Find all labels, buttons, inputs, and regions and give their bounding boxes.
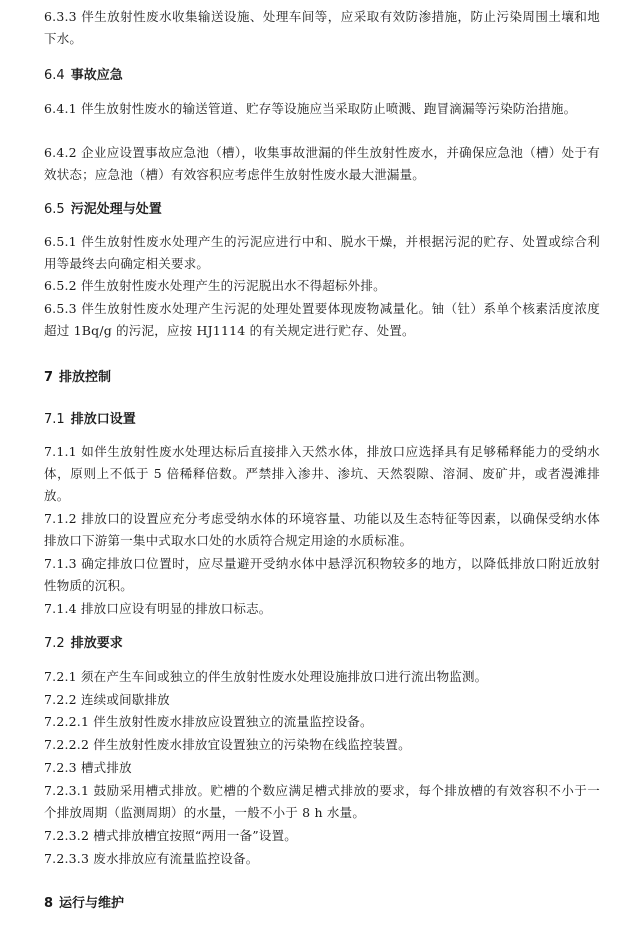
clause-7-1-1: 7.1.1 如伴生放射性废水处理达标后直接排入天然水体，排放口应选择具有足够稀释能力的受纳水体，原则上不低于 5 倍稀释倍数。严禁排入渗井、渗坑、天然裂隙、溶洞、废矿井，或者漫滩排放。 (44, 444, 600, 503)
section-7-2-heading (44, 634, 600, 654)
section-number: 6.4 (44, 68, 65, 83)
section-title: 排放口设置 (70, 412, 136, 427)
section-title: 事故应急 (70, 68, 123, 83)
clause-7-1-3: 7.1.3 确定排放口位置时，应尽量避开受纳水体中悬浮沉积物较多的地方，以降低排放口附近放射性物质的沉积。 (44, 556, 600, 593)
chapter-title: 排放控制 (59, 370, 112, 385)
clause-6-5-2: 6.5.2 伴生放射性废水处理产生的污泥脱出水不得超标外排。 (44, 278, 386, 293)
clause-7-2-3-1: 7.2.3.1 鼓励采用槽式排放。贮槽的个数应满足槽式排放的要求，每个排放槽的有效容积不小于一个排放周期（监测周期）的水量，一般不小于 8 h 水量。 (44, 783, 600, 820)
clause-6-5-3: 6.5.3 伴生放射性废水处理产生污泥的处理处置要体现废物减量化。铀（钍）系单个核素活度浓度超过 1Bq/g 的污泥，应按 HJ1114 的有关规定进行贮存、处置。 (44, 301, 600, 338)
section-6-4-heading (44, 66, 600, 86)
chapter-number: 8 (44, 896, 54, 911)
clause-7-2-2-2: 7.2.2.2 伴生放射性废水排放宜设置独立的污染物在线监控装置。 (44, 737, 411, 752)
clause-7-2-1: 7.2.1 须在产生车间或独立的伴生放射性废水处理设施排放口进行流出物监测。 (44, 669, 488, 684)
clause-7-2-3: 7.2.3 槽式排放 (44, 760, 132, 775)
clause-7-2-2: 7.2.2 连续或间歇排放 (44, 692, 170, 707)
chapter-7-heading (44, 368, 600, 388)
clause-6-5-1: 6.5.1 伴生放射性废水处理产生的污泥应进行中和、脱水干燥，并根据污泥的贮存、处置或综合利用等最终去向确定相关要求。 (44, 234, 600, 271)
clause-7-2-2-1: 7.2.2.1 伴生放射性废水排放应设置独立的流量监控设备。 (44, 714, 373, 729)
section-6-5-heading (44, 200, 600, 220)
section-number: 7.1 (44, 412, 65, 427)
clause-7-1-4: 7.1.4 排放口应设有明显的排放口标志。 (44, 601, 272, 616)
section-number: 6.5 (44, 202, 65, 217)
clause-7-2-3-2: 7.2.3.2 槽式排放槽宜按照“两用一备”设置。 (44, 828, 297, 843)
clause-7-1-2: 7.1.2 排放口的设置应充分考虑受纳水体的环境容量、功能以及生态特征等因素，以确保受纳水体排放口下游第一集中式取水口处的水质符合规定用途的水质标准。 (44, 511, 600, 548)
chapter-8-heading (44, 894, 600, 914)
section-title: 排放要求 (70, 636, 123, 651)
section-title: 污泥处理与处置 (70, 202, 162, 217)
clause-6-4-2: 6.4.2 企业应设置事故应急池（槽），收集事故泄漏的伴生放射性废水，并确保应急池（槽）处于有效状态；应急池（槽）有效容积应考虑伴生放射性废水最大泄漏量。 (44, 145, 600, 182)
section-7-1-heading (44, 410, 600, 430)
chapter-number: 7 (44, 370, 54, 385)
section-number: 7.2 (44, 636, 65, 651)
chapter-title: 运行与维护 (59, 896, 125, 911)
clause-6-3-3: 6.3.3 伴生放射性废水收集输送设施、处理车间等，应采取有效防渗措施，防止污染周围土壤和地下水。 (44, 9, 600, 46)
clause-6-4-1: 6.4.1 伴生放射性废水的输送管道、贮存等设施应当采取防止喷溅、跑冒滴漏等污染防治措施。 (44, 101, 577, 116)
clause-7-2-3-3: 7.2.3.3 废水排放应有流量监控设备。 (44, 851, 259, 866)
